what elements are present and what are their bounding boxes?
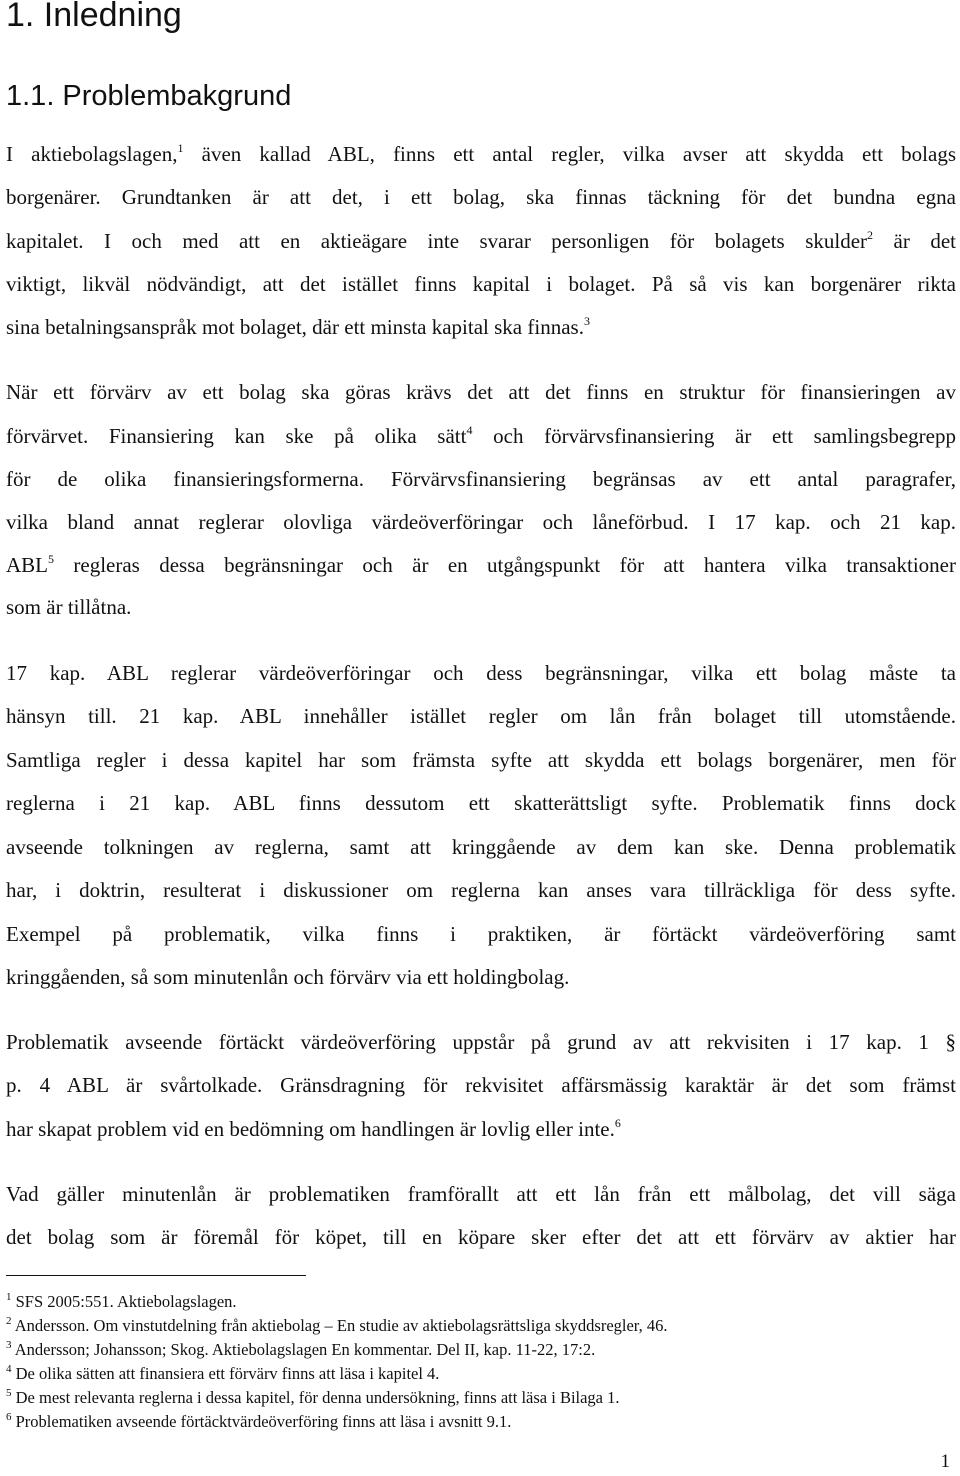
body-line: När ett förvärv av ett bolag ska göras krävs det att det finns en struktur för finansieringen av (6, 380, 956, 404)
footnote-ref[interactable]: 4 (466, 423, 473, 437)
footnote: $^1$ SFS 2005:551. Aktiebolagslagen. (6, 1291, 237, 1311)
footnote: $^2$ Andersson. Om vinstutdelning från aktiebolag – En studie av aktiebolagsrättsliga skyddsregler, 46. (6, 1315, 668, 1335)
body-line: avseende tolkningen av reglerna, samt att kringgående av dem kan ske. Denna problematik (6, 835, 956, 859)
body-line: Vad gäller minutenlån är problematiken framförallt att ett lån från ett målbolag, det vill säga (6, 1182, 956, 1206)
body-line: vilka bland annat reglerar olovliga värdeöverföringar och låneförbud. I 17 kap. och 21 kap. (6, 510, 956, 534)
footnote-ref[interactable]: 2 (867, 228, 874, 242)
body-line: Exempel på problematik, vilka finns i praktiken, är förtäckt värdeöverföring samt (6, 922, 956, 946)
body-line: reglerna i 21 kap. ABL finns dessutom ett skatterättsligt syfte. Problematik finns dock (6, 791, 956, 815)
section-heading: 1.1. Problembakgrund (6, 80, 292, 112)
body-line: ABL$^5$ regleras dessa begränsningar och är en utgångspunkt för att hantera vilka transaktioner (6, 552, 956, 577)
body-line: förvärvet. Finansiering kan ske på olika sätt$^4$ och förvärvsfinansiering är ett samlingsbegrepp (6, 423, 956, 448)
footnote-ref[interactable]: 5 (48, 552, 54, 566)
body-line: 17 kap. ABL reglerar värdeöverföringar och dess begränsningar, vilka ett bolag måste ta (6, 661, 956, 685)
body-line: det bolag som är föremål för köpet, till en köpare sker efter det att ett förvärv av aktier har (6, 1225, 956, 1249)
chapter-heading: 1. Inledning (6, 0, 182, 34)
footnote: $^4$ De olika sätten att finansiera ett förvärv finns att läsa i kapitel 4. (6, 1363, 440, 1383)
footnote: $^6$ Problematiken avseende förtäcktvärdeöverföring finns att läsa i avsnitt 9.1. (6, 1411, 512, 1431)
body-line: har skapat problem vid en bedömning om handlingen är lovlig eller inte.$^6$ (6, 1116, 621, 1141)
body-line: kapitalet. I och med att en aktieägare inte svarar personligen för bolagets skulder$^2$ är det (6, 228, 956, 253)
body-line: för de olika finansieringsformerna. Förvärvsfinansiering begränsas av ett antal paragrafer, (6, 467, 956, 491)
body-line: hänsyn till. 21 kap. ABL innehåller istället regler om lån från bolaget till utomstående. (6, 704, 956, 728)
body-line: Problematik avseende förtäckt värdeöverföring uppstår på grund av att rekvisiten i 17 kap. 1 § (6, 1030, 956, 1054)
body-line: har, i doktrin, resulterat i diskussioner om reglerna kan anses vara tillräckliga för dess syfte. (6, 878, 956, 902)
footnote-ref[interactable]: 3 (583, 314, 590, 328)
body-line: Samtliga regler i dessa kapitel har som främsta syfte att skydda ett bolags borgenärer, men för (6, 748, 956, 772)
body-line: viktigt, likväl nödvändigt, att det istället finns kapital i bolaget. På så vis kan borgenärer rikta (6, 272, 956, 296)
body-line: sina betalningsanspråk mot bolaget, där ett minsta kapital ska finnas.$^3$ (6, 314, 590, 339)
footnote-separator (6, 1275, 306, 1276)
footnote-ref[interactable]: 6 (614, 1116, 621, 1130)
page-number: 1 (940, 1451, 950, 1472)
body-line: I aktiebolagslagen,$^1$ även kallad ABL, finns ett antal regler, vilka avser att skydda ett bolags (6, 141, 957, 166)
body-line: kringgåenden, så som minutenlån och förvärv via ett holdingbolag. (6, 965, 570, 989)
footnote: $^3$ Andersson; Johansson; Skog. Aktiebolagslagen En kommentar. Del II, kap. 11-22, 17:2. (6, 1339, 596, 1359)
body-line: p. 4 ABL är svårtolkade. Gränsdragning för rekvisitet affärsmässig karaktär är det som främst (6, 1073, 956, 1097)
footnote: $^5$ De mest relevanta reglerna i dessa kapitel, för denna undersökning, finns att läsa i Bilaga 1. (6, 1387, 620, 1407)
body-line: som är tillåtna. (6, 595, 132, 619)
footnote-ref[interactable]: 1 (177, 141, 184, 155)
body-line: borgenärer. Grundtanken är att det, i ett bolag, ska finnas täckning för det bundna egna (6, 185, 956, 209)
